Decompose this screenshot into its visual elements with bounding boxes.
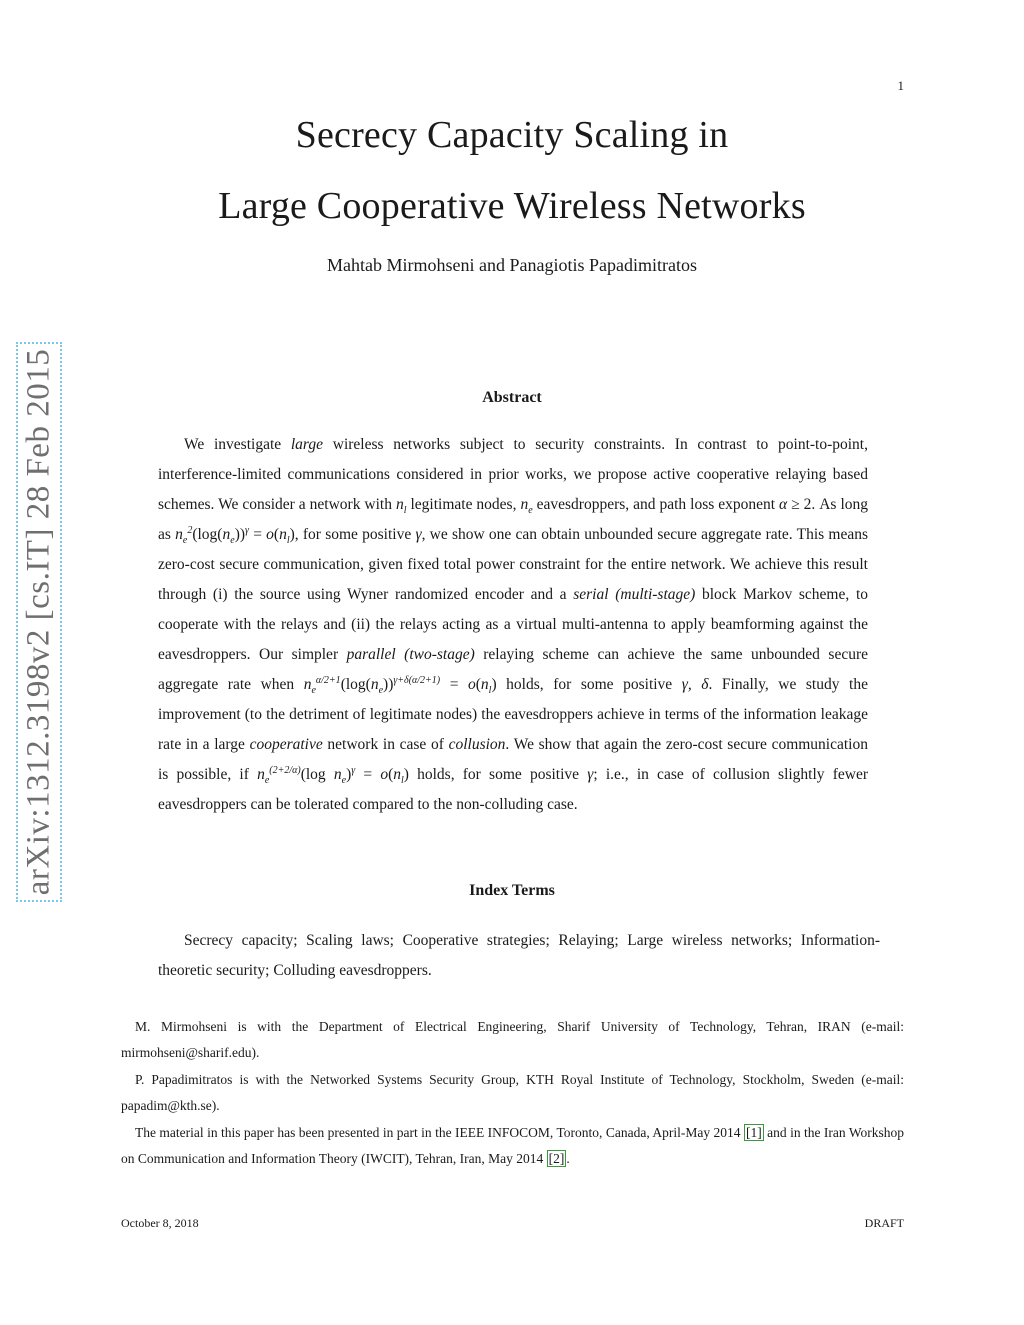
citation-link-1[interactable]: [1] <box>745 1125 762 1140</box>
page-number: 1 <box>897 78 904 93</box>
index-terms-heading: Index Terms <box>469 882 555 899</box>
arxiv-stamp: arXiv:1312.3198v2 [cs.IT] 28 Feb 2015 <box>20 348 57 896</box>
paper-title-line2: Large Cooperative Wireless Networks <box>218 185 806 227</box>
footnote-prior-publication: The material in this paper has been presented in part in the IEEE INFOCOM, Toronto, Canada, April-May 2014 [1] and in the Iran Workshop on Communication and Information Theory (IWCIT), Tehran, Iran, May 2014 [2] . <box>121 1125 904 1166</box>
index-terms-body: Secrecy capacity; Scaling laws; Cooperative strategies; Relaying; Large wireless networks; Information-theoretic security; Colluding eavesdroppers. <box>158 932 880 979</box>
emphasis-cooperative: cooperative <box>249 736 323 753</box>
citation-link-2[interactable]: [2] <box>548 1151 565 1166</box>
footnote-affiliation-2: P. Papadimitratos is with the Networked Systems Security Group, KTH Royal Institute of Technology, Stockholm, Sweden (e-mail: papadim@kth.se). <box>121 1072 904 1113</box>
emphasis-serial: serial (multi-stage) <box>573 586 696 603</box>
emphasis-collusion: collusion <box>448 736 506 753</box>
emphasis-parallel: parallel (two-stage) <box>346 646 475 663</box>
authors: Mahtab Mirmohseni and Panagiotis Papadimitratos <box>327 255 697 275</box>
abstract-heading: Abstract <box>482 389 542 406</box>
footer-draft-label: DRAFT <box>864 1216 904 1230</box>
footnote-affiliation-1: M. Mirmohseni is with the Department of Electrical Engineering, Sharif University of Technology, Tehran, IRAN (e-mail: mirmohseni@sharif.edu). <box>121 1019 904 1060</box>
footer-date: October 8, 2018 <box>121 1216 199 1230</box>
arxiv-stamp-box <box>16 342 62 902</box>
paper-title-line1: Secrecy Capacity Scaling in <box>295 114 729 156</box>
emphasis-large: large <box>290 436 324 453</box>
abstract-body: We investigate large wireless networks subject to security constraints. In contrast to point-to-point, interference-limited communications considered in prior works, we propose active cooperative relaying based schemes. We consider a network with $n_l$ legitimate nodes, $n_e$ eavesdroppers, and path loss exponent α ≥ 2. As long as $n_e^2(\log(n_e))^\gamma = o(n_l)$, for some positive γ, we show one can obtain unbounded secure aggregate rate. This means zero-cost secure communication, given fixed total power constraint for the entire network. We achieve this result through (i) the source using Wyner randomized encoder and a serial (multi-stage) block Markov scheme, to cooperate with the relays and (ii) the relays acting as a virtual multi-antenna to apply beamforming against the eavesdroppers. Our simpler parallel (two-stage) relaying scheme can achieve the same unbounded secure aggregate rate when $n_e^{\alpha/2+1}(\log(n_e))^{\gamma+\delta(\alpha/2+1)} = o(n_l)$ holds, for some positive γ, δ. Finally, we study the improvement (to the detriment of legitimate nodes) the eavesdroppers achieve in terms of the information leakage rate in a large cooperative network in case of collusion. We show that again the zero-cost secure communication is possible, if $n_e^{(2+2/\alpha)}(\log$ $n_e)^\gamma = o(n_l)$ holds, for some positive γ; i.e., in case of collusion slightly fewer eavesdroppers can be tolerated compared to the non-colluding case. <box>158 436 869 813</box>
